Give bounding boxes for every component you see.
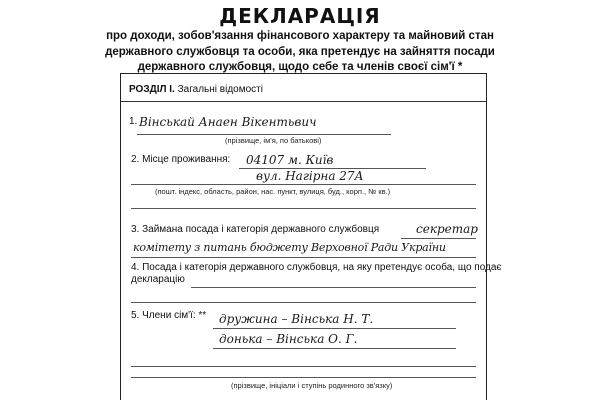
section-number: РОЗДІЛ І. (129, 84, 175, 95)
field-5-caption: (прізвище, ініціали і ступінь родинного зв'язку) (231, 381, 393, 390)
field-2-underline-3 (131, 208, 476, 209)
field-5-family-member-1: дружина – Вінська Н. Т. (219, 312, 374, 326)
section-heading (129, 84, 263, 95)
field-1-caption: (прізвище, ім'я, по батькові) (225, 136, 322, 145)
subtitle-line-1: про доходи, зобов'язання фінансового характеру та майновий стан (106, 30, 494, 42)
field-3-position-line-2: комітету з питань бюджету Верховної Ради України (133, 241, 446, 254)
field-5-underline-3 (131, 366, 476, 367)
field-4-label-line-1: 4. Посада і категорія державного службовця, на яку претендує особа, що подає (131, 262, 502, 273)
field-5-underline-2 (213, 348, 456, 349)
subtitle-line-2: державного службовця та особи, яка претендує на зайняття посади (105, 45, 495, 58)
field-4-label-line-2: декларацію (131, 274, 185, 285)
field-1-number: 1. (129, 116, 138, 127)
section-name: Загальні відомості (177, 84, 263, 95)
field-2-address-line-1: 04107 м. Київ (246, 153, 334, 167)
field-3-position-line-1: секретар (416, 222, 478, 236)
subtitle-line-3: державного службовця, щодо себе та членів своєї сім'ї * (137, 61, 463, 73)
field-2-underline-2 (131, 184, 476, 185)
section-divider (121, 101, 486, 102)
document-title: ДЕКЛАРАЦІЯ (219, 4, 381, 28)
field-5-label: 5. Члени сім'ї: ** (131, 310, 207, 321)
field-2-label: 2. Місце проживання: (131, 154, 231, 165)
field-5-family-member-2: донька – Вінська О. Г. (219, 332, 358, 346)
field-4-underline-2 (131, 302, 476, 303)
field-3-underline-2 (131, 257, 476, 258)
document-subtitle (96, 29, 504, 76)
declaration-form-frame (120, 73, 502, 400)
field-3-label: 3. Займана посада і категорія державного службовця (131, 224, 380, 235)
field-5-underline-1 (213, 328, 456, 329)
field-2-caption: (пошт. індекс, область, район, нас. пункт, вулиця, буд., корп., № кв.) (155, 187, 391, 196)
field-5-underline-4 (131, 377, 476, 378)
field-4-underline-1 (191, 287, 476, 288)
field-2-address-line-2: вул. Нагірна 27А (256, 169, 364, 183)
field-1-fullname-handwritten: Вінськай Анаен Вікентьвич (139, 115, 317, 129)
field-3-underline-1 (401, 238, 476, 239)
field-1-underline (137, 134, 391, 135)
